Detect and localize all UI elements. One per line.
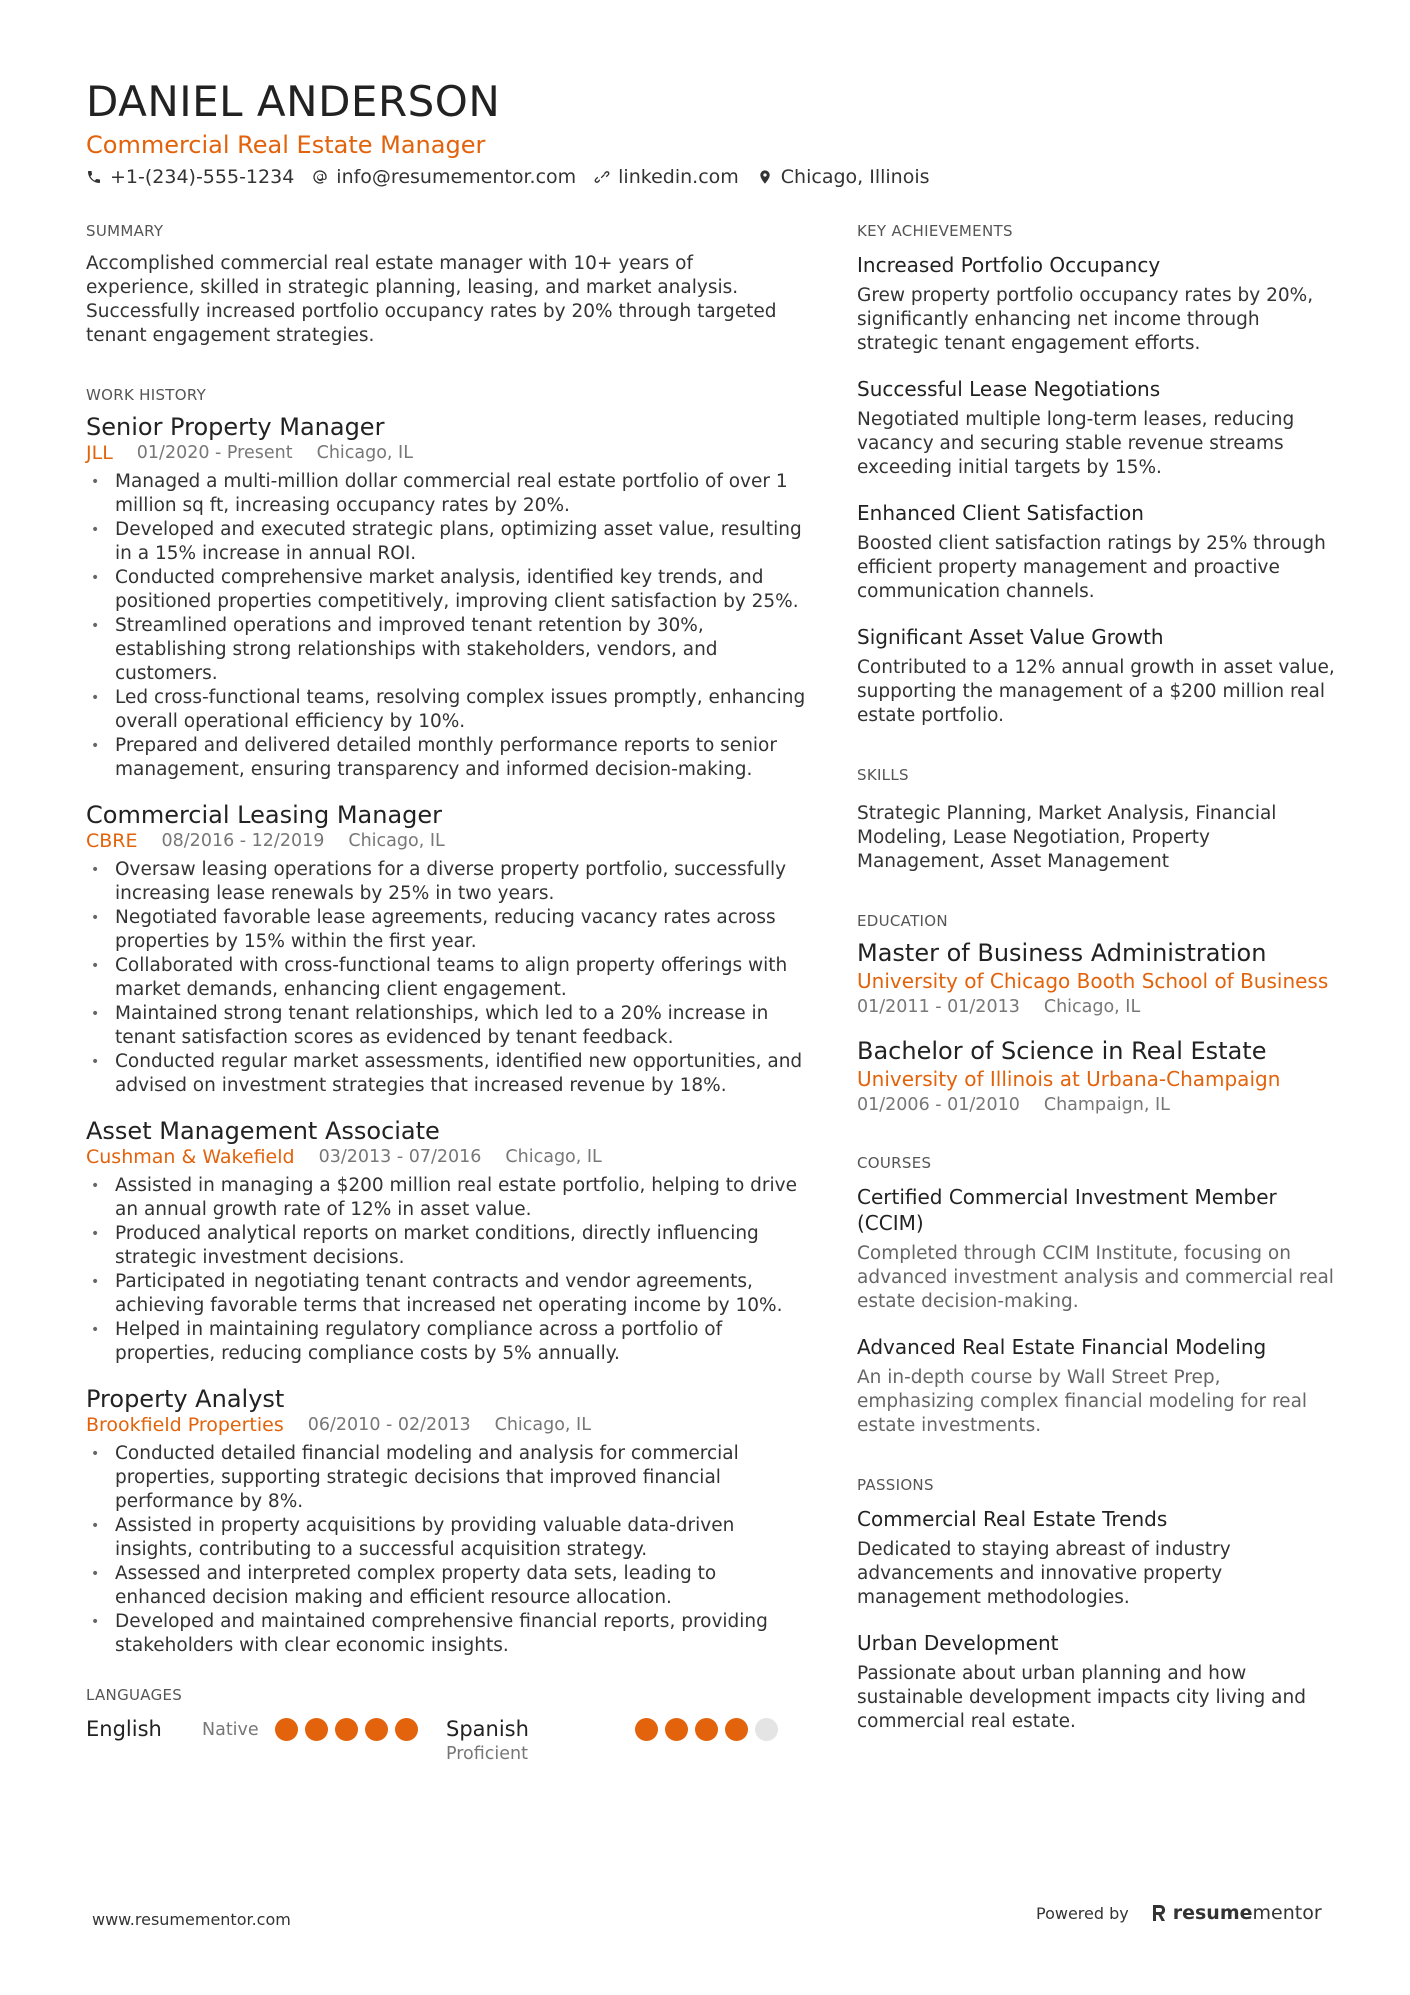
language-level: Proficient	[446, 1744, 528, 1764]
languages-section	[86, 1686, 806, 1764]
job-meta	[86, 1414, 806, 1436]
job-location: Chicago, IL	[316, 443, 413, 463]
education-item	[857, 1036, 1337, 1116]
brand-rest: mentor	[1252, 1902, 1322, 1924]
contact-bar	[86, 166, 1326, 188]
course-title: Advanced Real Estate Financial Modeling	[857, 1335, 1267, 1359]
languages-row	[86, 1716, 806, 1764]
job-dates: 06/2010 - 02/2013	[307, 1415, 471, 1435]
section-title: PASSIONS	[857, 1476, 934, 1494]
bullet-item: • Maintained strong tenant relationships, which led to a 20% increase in tenant satisfaction scores as evidenced by tenant feedback.	[86, 1002, 806, 1050]
location-text: Chicago, Illinois	[780, 166, 930, 188]
bullet-item: • Participated in negotiating tenant contracts and vendor agreements, achieving favorable terms that increased net operating income by 10%.	[86, 1270, 806, 1318]
section-title: COURSES	[857, 1154, 932, 1172]
rating-dot-filled	[395, 1718, 418, 1741]
section-title: EDUCATION	[857, 912, 948, 930]
job-entry	[86, 1116, 806, 1366]
powered-by-text: Powered by	[1036, 1903, 1129, 1923]
achievement-title: Successful Lease Negotiations	[857, 377, 1161, 401]
bullet-item: • Assessed and interpreted complex property data sets, leading to enhanced decision making and efficient resource allocation.	[86, 1562, 806, 1610]
summary-text: Accomplished commercial real estate manager with 10+ years of experience, skilled in strategic planning, leasing, and market analysis. Successfully increased portfolio occupancy rates by 20% through targeted tenant engagement strategies.	[86, 253, 777, 346]
job-bullets	[86, 1442, 806, 1658]
job-company: JLL	[86, 442, 113, 464]
job-location: Chicago, IL	[348, 831, 445, 851]
language-name: Spanish	[446, 1717, 529, 1741]
passion-title: Commercial Real Estate Trends	[857, 1507, 1168, 1531]
job-location: Chicago, IL	[494, 1415, 591, 1435]
job-entry	[86, 800, 806, 1098]
job-meta	[86, 442, 806, 464]
bullet-item: • Assisted in managing a $200 million real estate portfolio, helping to drive an annual growth rate of 12% in asset value.	[86, 1174, 806, 1222]
brand-bold: resume	[1172, 1902, 1253, 1924]
bullet-item: • Conducted comprehensive market analysis, identified key trends, and positioned properties competitively, improving client satisfaction by 25%.	[86, 566, 806, 614]
job-title: Senior Property Manager	[86, 413, 385, 441]
job-title: Asset Management Associate	[86, 1117, 440, 1145]
achievement-item	[857, 376, 1337, 480]
rating-dot-empty	[755, 1718, 778, 1741]
job-location: Chicago, IL	[505, 1147, 602, 1167]
contact-linkedin[interactable]	[594, 166, 739, 188]
language-level-wrap	[202, 1716, 275, 1742]
achievement-title: Significant Asset Value Growth	[857, 625, 1164, 649]
language-rating	[275, 1718, 418, 1742]
achievement-text: Grew property portfolio occupancy rates by 20%, significantly enhancing net income through strategic tenant engagement efforts.	[857, 285, 1314, 354]
language-item	[86, 1716, 446, 1742]
education-school: University of Chicago Booth School of Business	[857, 969, 1329, 993]
summary-section	[86, 222, 806, 348]
education-location: Chicago, IL	[1043, 997, 1141, 1017]
job-bullets	[86, 470, 806, 782]
bullet-item: • Oversaw leasing operations for a diverse property portfolio, successfully increasing lease renewals by 25% in two years.	[86, 858, 806, 906]
education-school: University of Illinois at Urbana-Champaign	[857, 1067, 1281, 1091]
footer-website[interactable]: www.resumementor.com	[92, 1910, 291, 1929]
work-history-section	[86, 386, 806, 1658]
rating-dot-filled	[665, 1718, 688, 1741]
education-item	[857, 938, 1337, 1018]
language-level: Native	[202, 1720, 259, 1740]
job-title: Property Analyst	[86, 1385, 285, 1413]
job-meta	[86, 1146, 806, 1168]
language-name: English	[86, 1717, 162, 1741]
email-text: info@resumementor.com	[336, 166, 577, 188]
language-name-wrap	[86, 1716, 202, 1742]
passion-item	[857, 1506, 1337, 1610]
bullet-item: • Led cross-functional teams, resolving complex issues promptly, enhancing overall operational efficiency by 10%.	[86, 686, 806, 734]
bullet-item: • Assisted in property acquisitions by providing valuable data-driven insights, contributing to a successful acquisition strategy.	[86, 1514, 806, 1562]
phone-text: +1-(234)-555-1234	[110, 166, 295, 188]
bullet-item: • Managed a multi-million dollar commercial real estate portfolio of over 1 million sq ft, increasing occupancy rates by 20%.	[86, 470, 806, 518]
bullet-item: • Developed and executed strategic plans, optimizing asset value, resulting in a 15% increase in annual ROI.	[86, 518, 806, 566]
bullet-item: • Helped in maintaining regulatory compliance across a portfolio of properties, reducing compliance costs by 5% annually.	[86, 1318, 806, 1366]
bullet-item: • Produced analytical reports on market conditions, directly influencing strategic investment decisions.	[86, 1222, 806, 1270]
rating-dot-filled	[275, 1718, 298, 1741]
course-title: Certified Commercial Investment Member (CCIM)	[857, 1185, 1277, 1235]
bullet-item: • Conducted regular market assessments, identified new opportunities, and advised on investment strategies that increased revenue by 18%.	[86, 1050, 806, 1098]
contact-phone[interactable]	[86, 166, 294, 188]
candidate-name: DANIEL ANDERSON	[86, 77, 501, 126]
education-section	[857, 912, 1337, 1116]
job-dates: 03/2013 - 07/2016	[318, 1147, 482, 1167]
education-dates: 01/2011 - 01/2013	[857, 997, 1020, 1017]
achievement-text: Contributed to a 12% annual growth in asset value, supporting the management of a $200 million real estate portfolio.	[857, 657, 1335, 726]
job-bullets	[86, 1174, 806, 1366]
rating-dot-filled	[635, 1718, 658, 1741]
contact-location	[757, 166, 930, 188]
achievement-item	[857, 252, 1337, 356]
skills-text: Strategic Planning, Market Analysis, Financial Modeling, Lease Negotiation, Property Management, Asset Management	[857, 803, 1277, 872]
candidate-role: Commercial Real Estate Manager	[86, 131, 486, 159]
left-column	[86, 222, 806, 1802]
achievement-item	[857, 500, 1337, 604]
linkedin-text: linkedin.com	[618, 166, 739, 188]
phone-icon	[86, 169, 102, 185]
section-title: SUMMARY	[86, 222, 164, 240]
location-pin-icon	[757, 169, 773, 185]
rating-dot-filled	[725, 1718, 748, 1741]
skills-section	[857, 766, 1337, 874]
brand-name	[1173, 1902, 1322, 1924]
rating-dot-filled	[305, 1718, 328, 1741]
right-column	[857, 222, 1337, 1772]
course-text: Completed through CCIM Institute, focusing on advanced investment analysis and commercial real estate decision-making.	[857, 1243, 1334, 1312]
achievement-title: Increased Portfolio Occupancy	[857, 253, 1161, 277]
achievement-title: Enhanced Client Satisfaction	[857, 501, 1144, 525]
contact-email[interactable]	[312, 166, 576, 188]
passion-item	[857, 1630, 1337, 1734]
course-text: An in-depth course by Wall Street Prep, emphasizing complex financial modeling for real estate investments.	[857, 1367, 1308, 1436]
section-title: LANGUAGES	[86, 1686, 183, 1704]
course-item	[857, 1184, 1337, 1314]
job-entry	[86, 412, 806, 782]
education-meta	[857, 996, 1337, 1018]
job-company: CBRE	[86, 830, 138, 852]
section-title: WORK HISTORY	[86, 386, 207, 404]
education-location: Champaign, IL	[1043, 1095, 1170, 1115]
resumementor-logo-icon	[1151, 1904, 1167, 1922]
job-meta	[86, 830, 806, 852]
rating-dot-filled	[695, 1718, 718, 1741]
rating-dot-filled	[335, 1718, 358, 1741]
education-dates: 01/2006 - 01/2010	[857, 1095, 1020, 1115]
resume-header	[86, 76, 1326, 188]
achievements-section	[857, 222, 1337, 728]
bullet-item: • Collaborated with cross-functional teams to align property offerings with market demands, enhancing client engagement.	[86, 954, 806, 1002]
passions-section	[857, 1476, 1337, 1734]
bullet-item: • Prepared and delivered detailed monthly performance reports to senior management, ensuring transparency and informed decision-making.	[86, 734, 806, 782]
passion-title: Urban Development	[857, 1631, 1059, 1655]
job-dates: 08/2016 - 12/2019	[161, 831, 325, 851]
bullet-item: • Streamlined operations and improved tenant retention by 30%, establishing strong relationships with stakeholders, vendors, and customers.	[86, 614, 806, 686]
job-entry	[86, 1384, 806, 1658]
link-icon	[594, 169, 610, 185]
education-degree: Master of Business Administration	[857, 939, 1267, 967]
bullet-item: • Developed and maintained comprehensive financial reports, providing stakeholders with clear economic insights.	[86, 1610, 806, 1658]
rating-dot-filled	[365, 1718, 388, 1741]
job-bullets	[86, 858, 806, 1098]
language-item	[446, 1716, 806, 1766]
brand-logo[interactable]	[1151, 1902, 1322, 1924]
achievement-text: Boosted client satisfaction ratings by 25% through efficient property management and proactive communication channels.	[857, 533, 1326, 602]
bullet-item: • Negotiated favorable lease agreements, reducing vacancy rates across properties by 15% within the first year.	[86, 906, 806, 954]
language-name-wrap	[446, 1716, 635, 1766]
achievement-item	[857, 624, 1337, 728]
job-company: Brookfield Properties	[86, 1414, 284, 1436]
education-meta	[857, 1094, 1337, 1116]
job-company: Cushman & Wakefield	[86, 1146, 295, 1168]
passion-text: Dedicated to staying abreast of industry advancements and innovative property management methodologies.	[857, 1539, 1231, 1608]
section-title: KEY ACHIEVEMENTS	[857, 222, 1013, 240]
education-degree: Bachelor of Science in Real Estate	[857, 1037, 1267, 1065]
bullet-item: • Conducted detailed financial modeling and analysis for commercial properties, supporting strategic decisions that improved financial performance by 8%.	[86, 1442, 806, 1514]
course-item	[857, 1334, 1337, 1438]
section-title: SKILLS	[857, 766, 909, 784]
job-dates: 01/2020 - Present	[136, 443, 293, 463]
courses-section	[857, 1154, 1337, 1438]
passion-text: Passionate about urban planning and how sustainable development impacts city living and commercial real estate.	[857, 1663, 1306, 1732]
achievement-text: Negotiated multiple long-term leases, reducing vacancy and securing stable revenue streams exceeding initial targets by 15%.	[857, 409, 1295, 478]
language-rating	[635, 1718, 778, 1766]
job-title: Commercial Leasing Manager	[86, 801, 443, 829]
at-icon	[312, 169, 328, 185]
footer-branding	[1036, 1902, 1322, 1924]
